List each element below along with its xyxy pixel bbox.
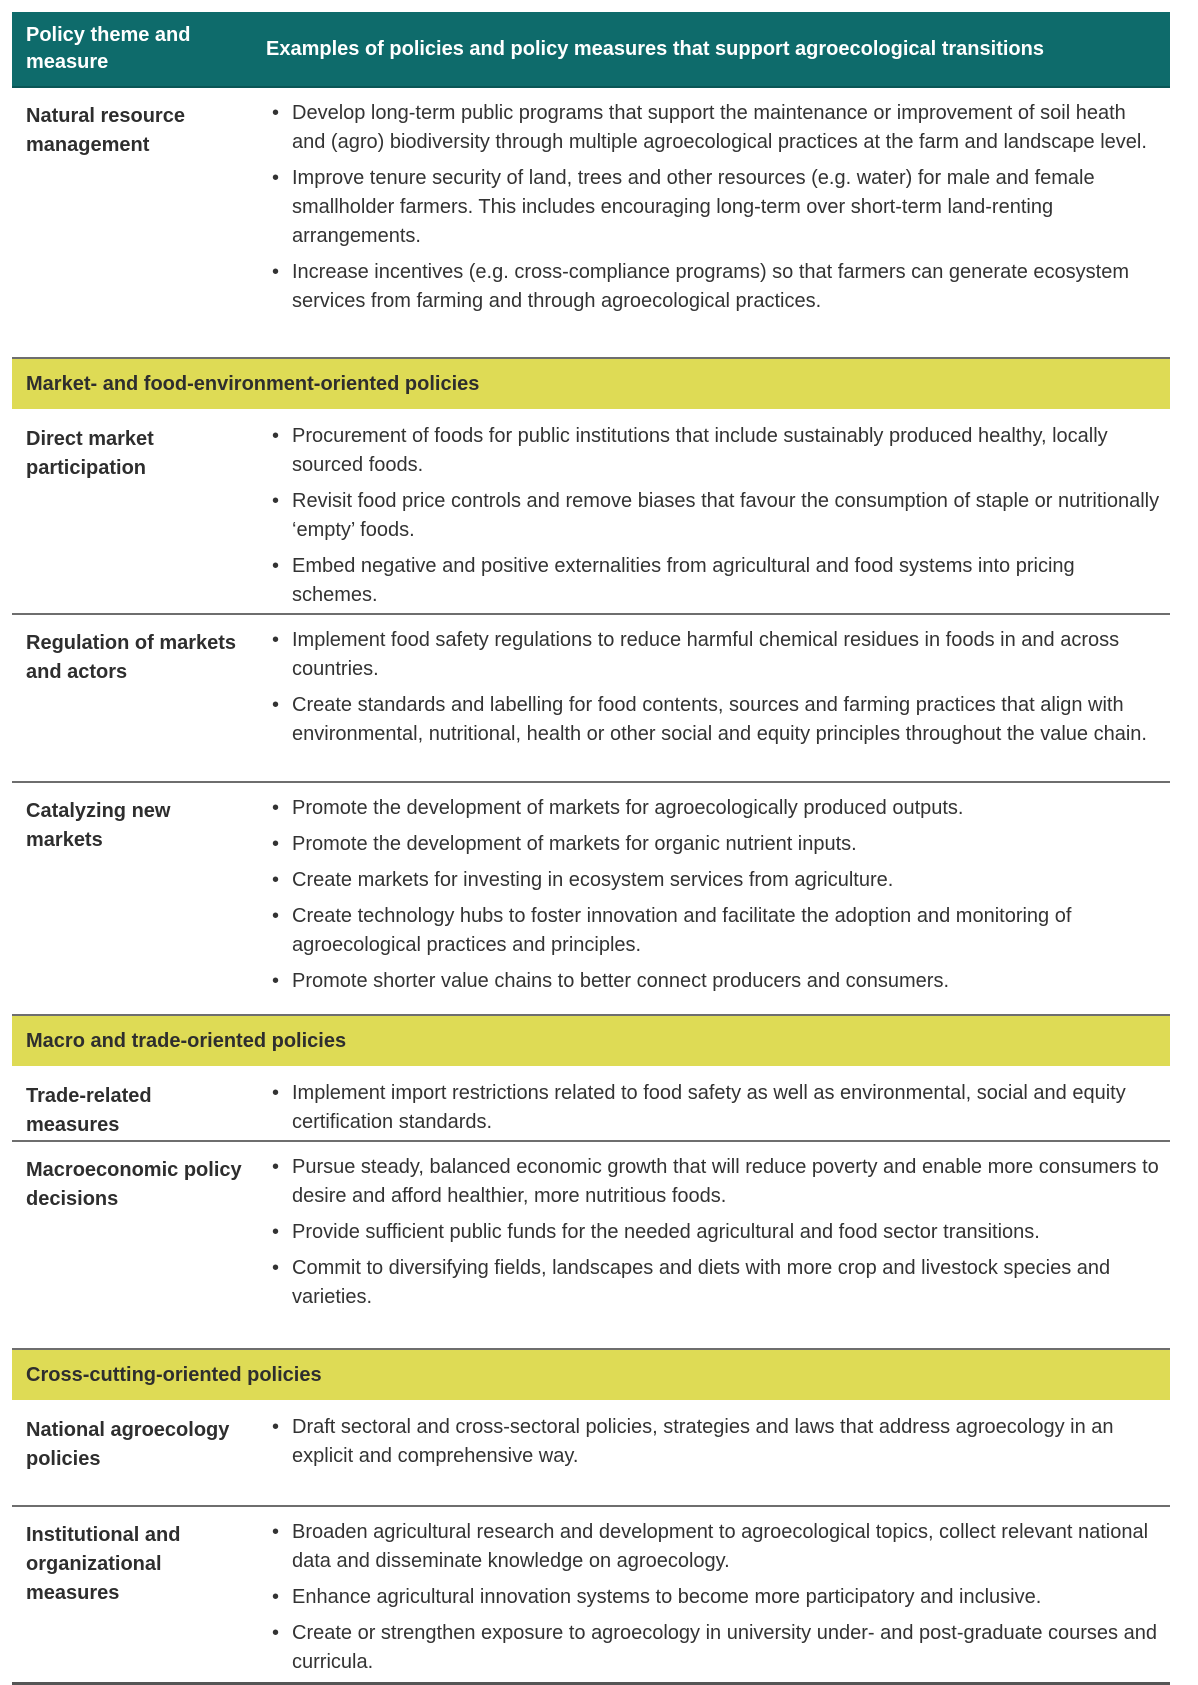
table-row [12, 88, 1170, 359]
header-col-theme: Policy theme and measure [26, 24, 191, 73]
list-item: • Draft sectoral and cross-sectoral policies, strategies and laws that address agroecology in an explicit and comprehensive way. [270, 1413, 1162, 1471]
row-measures [242, 1507, 1170, 1682]
row-theme: National agroecology policies [26, 1419, 230, 1470]
table-row [12, 1402, 1170, 1507]
table-row [12, 783, 1170, 1016]
row-theme: Trade-related measures [26, 1085, 152, 1136]
list-item: • Implement import restrictions related to food safety as well as environmental, social and equity certification standards. [270, 1079, 1162, 1137]
list-item: • Pursue steady, balanced economic growth that will reduce poverty and enable more consumers to desire and afford healthier, more nutritious foods. [270, 1153, 1162, 1211]
table-row [12, 411, 1170, 615]
list-item: • Procurement of foods for public institutions that include sustainably produced healthy, locally sourced foods. [270, 422, 1162, 480]
row-measures [242, 615, 1170, 781]
list-item: • Develop long-term public programs that support the maintenance or improvement of soil heath and (agro) biodiversity through multiple agroecological practices at the farm and landscape level. [270, 99, 1162, 157]
list-item: • Provide sufficient public funds for the needed agricultural and food sector transitions. [270, 1218, 1162, 1247]
list-item: • Enhance agricultural innovation systems to become more participatory and inclusive. [270, 1583, 1162, 1612]
table-row [12, 615, 1170, 783]
list-item: • Promote shorter value chains to better connect producers and consumers. [270, 967, 1162, 996]
list-item: • Implement food safety regulations to reduce harmful chemical residues in foods in and across countries. [270, 626, 1162, 684]
list-item: • Promote the development of markets for agroecologically produced outputs. [270, 794, 1162, 823]
row-theme: Regulation of markets and actors [26, 632, 237, 683]
list-item: • Revisit food price controls and remove biases that favour the consumption of staple or nutritionally ‘empty’ foods. [270, 487, 1162, 545]
list-item: • Create markets for investing in ecosystem services from agriculture. [270, 866, 1162, 895]
row-measures [242, 783, 1170, 1014]
section-heading: Cross-cutting-oriented policies [12, 1350, 1170, 1402]
row-theme: Natural resource management [26, 105, 185, 156]
list-item: • Promote the development of markets for organic nutrient inputs. [270, 830, 1162, 859]
list-item: • Broaden agricultural research and development to agroecological topics, collect relevant national data and disseminate knowledge on agroecology. [270, 1518, 1162, 1576]
list-item: • Improve tenure security of land, trees and other resources (e.g. water) for male and female smallholder farmers. This includes encouraging long-term over short-term land-renting arrangements. [270, 164, 1162, 251]
list-item: • Increase incentives (e.g. cross-compliance programs) so that farmers can generate ecosystem services from farming and through agroecological practices. [270, 258, 1162, 316]
row-measures [242, 88, 1170, 357]
list-item: • Commit to diversifying fields, landscapes and diets with more crop and livestock species and varieties. [270, 1254, 1162, 1312]
row-measures [242, 1402, 1170, 1505]
list-item: • Create technology hubs to foster innovation and facilitate the adoption and monitoring of agroecological practices and principles. [270, 902, 1162, 960]
table-row [12, 1068, 1170, 1142]
list-item: • Create or strengthen exposure to agroecology in university under- and post-graduate courses and curricula. [270, 1619, 1162, 1677]
list-item: • Create standards and labelling for food contents, sources and farming practices that align with environmental, nutritional, health or other social and equity principles throughout the value chain. [270, 691, 1162, 749]
row-theme: Institutional and organizational measures [26, 1524, 181, 1604]
row-measures [242, 411, 1170, 613]
row-theme: Direct market participation [26, 428, 154, 479]
section-heading: Macro and trade-oriented policies [12, 1016, 1170, 1068]
table-row [12, 1142, 1170, 1350]
list-item: • Embed negative and positive externalities from agricultural and food systems into pricing schemes. [270, 552, 1162, 610]
section-heading: Market- and food-environment-oriented policies [12, 359, 1170, 411]
row-measures [242, 1068, 1170, 1140]
row-theme: Macroeconomic policy decisions [26, 1159, 242, 1210]
policy-table [12, 12, 1170, 1685]
table-header [12, 12, 1170, 88]
header-col-examples: Examples of policies and policy measures that support agroecological transitions [266, 37, 1044, 60]
row-measures [242, 1142, 1170, 1348]
row-theme: Catalyzing new markets [26, 800, 171, 851]
table-row [12, 1507, 1170, 1685]
